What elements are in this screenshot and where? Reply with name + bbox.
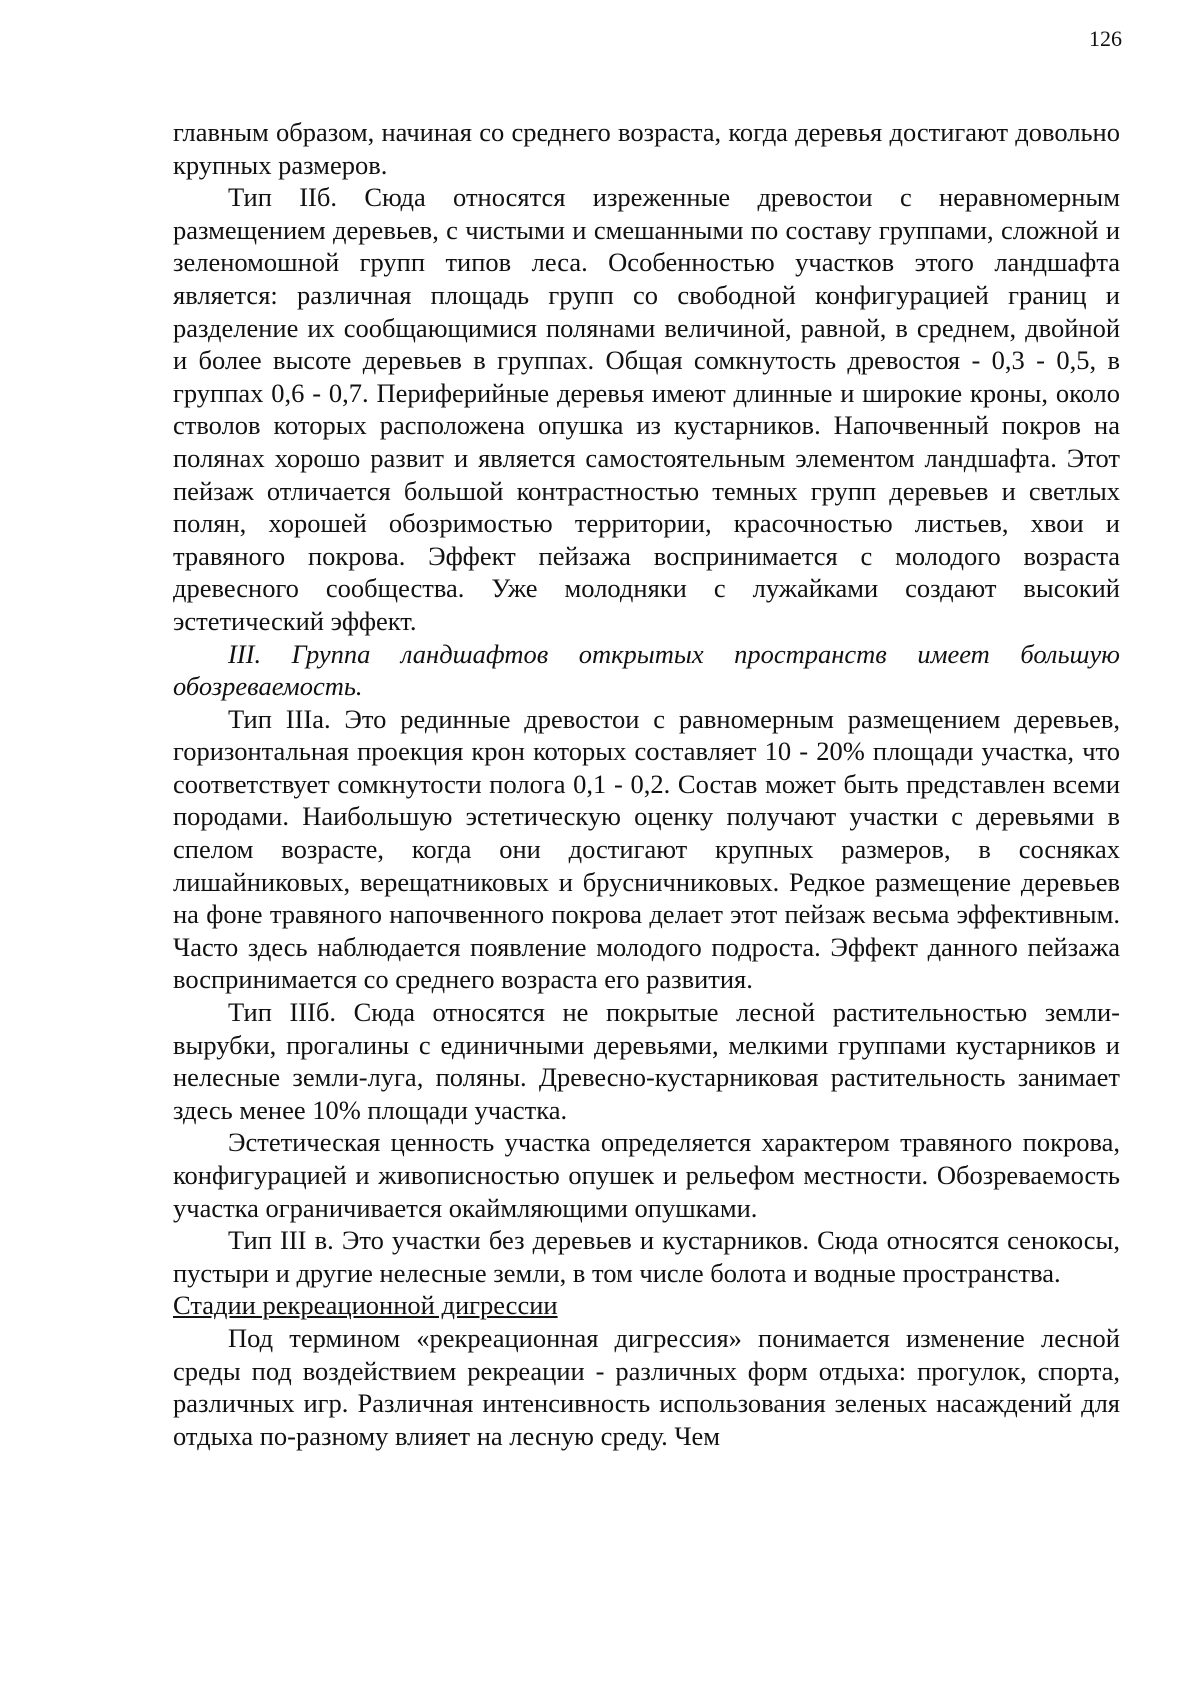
paragraph-recreational-digression: Под термином «рекреационная дигрессия» понимается изменение лесной среды под воздействием рекреации - различных форм отдыха: прогулок, спорта, различных игр. Различная интенсивность использования зеленых насаждений для отдыха по-разному влияет на лесную среду. Чем — [173, 1322, 1120, 1451]
page-number: 126 — [1089, 26, 1122, 51]
paragraph-type-IIIb: Тип IIIб. Сюда относятся не покрытые лесной растительностью земли-вырубки, прогалины с единичными деревьями, мелкими группами кустарников и нелесные земли-луга, поляны. Древесно-кустарниковая растительность занимает здесь менее 10% площади участка. — [173, 997, 1120, 1125]
paragraph-type-IIIv: Тип III в. Это участки без деревьев и кустарников. Сюда относятся сенокосы, пустыри и другие нелесные земли, в том числе болота и водные пространства. — [173, 1225, 1120, 1288]
paragraph-type-IIb: Тип IIб. Сюда относятся изреженные древостои с неравномерным размещением деревьев, с чистыми и смешанными по составу группами, сложной и зеленомошной групп типов леса. Особенностью участков этого ландшафта является: различная площадь групп со свободной конфигурацией границ и разделение их сообщающимися полянами величиной, равной, в среднем, двойной и более высоте деревьев в группах. Общая сомкнутость древостоя - 0,3 - 0,5, в группах 0,6 - 0,7. Периферийные деревья имеют длинные и широкие кроны, около стволов которых расположена опушка из кустарников. Напочвенный покров на полянах хорошо развит и является самостоятельным элементом ландшафта. Этот пейзаж отличается большой контрастностью темных групп деревьев и светлых полян, хорошей обозримостью территории, красочностью листьев, хвои и травяного покрова. Эффект пейзажа воспринимается с молодого возраста древесного сообщества. Уже молодняки с лужайками создают высокий эстетический эффект. — [173, 182, 1120, 636]
section-heading: Стадии рекреационной дигрессии — [173, 1290, 558, 1321]
paragraph-continuation: главным образом, начиная со среднего возраста, когда деревья достигают довольно крупных размеров. — [173, 117, 1120, 180]
page-body — [173, 116, 1120, 1452]
paragraph-group-III: III. Группа ландшафтов открытых пространств имеет большую обозреваемость. — [173, 638, 1120, 702]
paragraph-type-IIIa: Тип IIIа. Это рединные древостои с равномерным размещением деревьев, горизонтальная проекция крон которых составляет 10 - 20% площади участка, что соответствует сомкнутости полога 0,1 - 0,2. Состав может быть представлен всеми породами. Наибольшую эстетическую оценку получают участки с деревьями в спелом возрасте, когда они достигают крупных размеров, в сосняках лишайниковых, верещатниковых и брусничниковых. Редкое размещение деревьев на фоне травяного напочвенного покрова делает этот пейзаж весьма эффективным. Часто здесь наблюдается появление молодого подроста. Эффект данного пейзажа воспринимается со среднего возраста его развития. — [173, 703, 1120, 995]
paragraph-aesthetic-value: Эстетическая ценность участка определяется характером травяного покрова, конфигурацией и живописностью опушек и рельефом местности. Обозреваемость участка ограничивается окаймляющими опушками. — [173, 1127, 1120, 1223]
